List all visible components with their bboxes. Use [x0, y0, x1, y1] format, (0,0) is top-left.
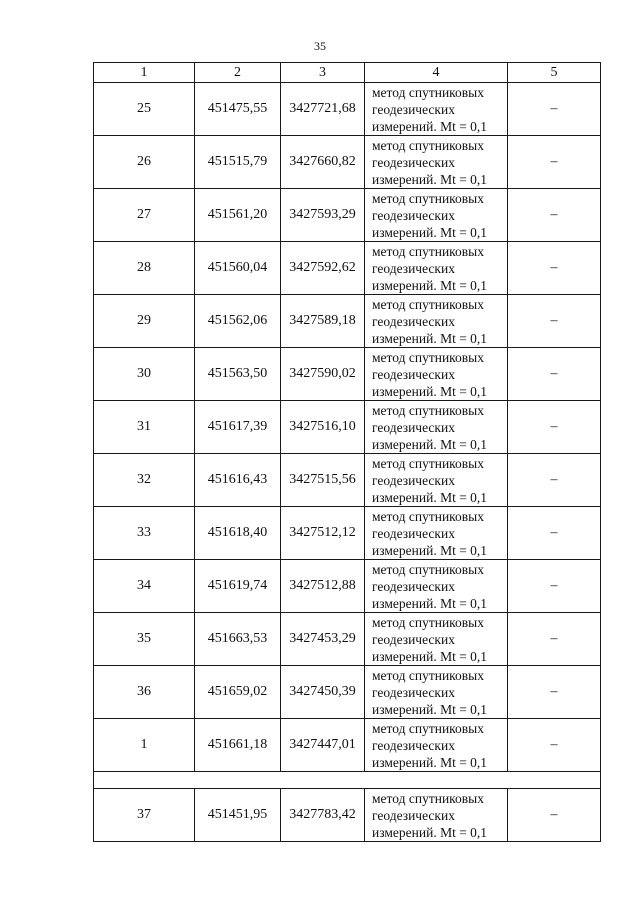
method-line: метод спутниковых: [372, 190, 484, 206]
note-cell: –: [508, 242, 601, 295]
table-row: [94, 719, 601, 772]
method-line: геодезических: [372, 101, 455, 117]
header-cell-2: 2: [195, 63, 281, 83]
method-line: измерений. Mt = 0,1: [372, 171, 488, 187]
y-coordinate-cell: 3427783,42: [281, 789, 365, 842]
x-coordinate-cell: 451515,79: [195, 136, 281, 189]
header-cell-4: 4: [365, 63, 508, 83]
y-coordinate-cell: 3427516,10: [281, 401, 365, 454]
method-line: измерений. Mt = 0,1: [372, 277, 488, 293]
method-line: геодезических: [372, 154, 455, 170]
method-line: геодезических: [372, 684, 455, 700]
point-cell: 37: [94, 789, 195, 842]
x-coordinate-cell: 451618,40: [195, 507, 281, 560]
x-coordinate-cell: 451560,04: [195, 242, 281, 295]
point-cell: 27: [94, 189, 195, 242]
table-header-row: [94, 63, 601, 83]
method-line: геодезических: [372, 419, 455, 435]
table-row: [94, 560, 601, 613]
method-line: метод спутниковых: [372, 84, 484, 100]
method-cell: [365, 560, 508, 613]
note-cell: –: [508, 666, 601, 719]
y-coordinate-cell: 3427512,88: [281, 560, 365, 613]
method-line: измерений. Mt = 0,1: [372, 824, 488, 840]
method-cell: [365, 83, 508, 136]
method-line: измерений. Mt = 0,1: [372, 754, 488, 770]
note-cell: –: [508, 295, 601, 348]
method-line: метод спутниковых: [372, 243, 484, 259]
method-cell: [365, 454, 508, 507]
method-cell: [365, 507, 508, 560]
y-coordinate-cell: 3427589,18: [281, 295, 365, 348]
method-line: метод спутниковых: [372, 402, 484, 418]
point-cell: 30: [94, 348, 195, 401]
note-cell: –: [508, 136, 601, 189]
x-coordinate-cell: 451616,43: [195, 454, 281, 507]
point-cell: 29: [94, 295, 195, 348]
y-coordinate-cell: 3427660,82: [281, 136, 365, 189]
point-cell: 31: [94, 401, 195, 454]
method-cell: [365, 189, 508, 242]
table-row: [94, 613, 601, 666]
note-cell: –: [508, 560, 601, 613]
method-cell: [365, 719, 508, 772]
x-coordinate-cell: 451617,39: [195, 401, 281, 454]
method-line: измерений. Mt = 0,1: [372, 648, 488, 664]
method-line: измерений. Mt = 0,1: [372, 542, 488, 558]
method-line: геодезических: [372, 631, 455, 647]
note-cell: –: [508, 401, 601, 454]
y-coordinate-cell: 3427453,29: [281, 613, 365, 666]
table-body: [94, 63, 601, 842]
x-coordinate-cell: 451619,74: [195, 560, 281, 613]
method-cell: [365, 401, 508, 454]
method-line: измерений. Mt = 0,1: [372, 330, 488, 346]
point-cell: 34: [94, 560, 195, 613]
point-cell: 1: [94, 719, 195, 772]
method-line: измерений. Mt = 0,1: [372, 383, 488, 399]
method-line: метод спутниковых: [372, 561, 484, 577]
header-cell-1: 1: [94, 63, 195, 83]
y-coordinate-cell: 3427447,01: [281, 719, 365, 772]
x-coordinate-cell: 451561,20: [195, 189, 281, 242]
note-cell: –: [508, 83, 601, 136]
x-coordinate-cell: 451663,53: [195, 613, 281, 666]
method-line: геодезических: [372, 472, 455, 488]
note-cell: –: [508, 613, 601, 666]
header-cell-3: 3: [281, 63, 365, 83]
method-cell: [365, 666, 508, 719]
table-row: [94, 454, 601, 507]
method-cell: [365, 295, 508, 348]
x-coordinate-cell: 451661,18: [195, 719, 281, 772]
note-cell: –: [508, 719, 601, 772]
y-coordinate-cell: 3427592,62: [281, 242, 365, 295]
note-cell: –: [508, 789, 601, 842]
table-row: [94, 242, 601, 295]
method-line: метод спутниковых: [372, 614, 484, 630]
x-coordinate-cell: 451475,55: [195, 83, 281, 136]
method-cell: [365, 242, 508, 295]
point-cell: 28: [94, 242, 195, 295]
coordinates-table: [93, 62, 601, 842]
point-cell: 35: [94, 613, 195, 666]
point-cell: 36: [94, 666, 195, 719]
method-line: измерений. Mt = 0,1: [372, 489, 488, 505]
method-line: измерений. Mt = 0,1: [372, 436, 488, 452]
spacer-cell: [94, 772, 601, 789]
method-cell: [365, 136, 508, 189]
method-line: метод спутниковых: [372, 720, 484, 736]
y-coordinate-cell: 3427515,56: [281, 454, 365, 507]
method-line: метод спутниковых: [372, 455, 484, 471]
method-cell: [365, 348, 508, 401]
note-cell: –: [508, 454, 601, 507]
point-cell: 32: [94, 454, 195, 507]
point-cell: 26: [94, 136, 195, 189]
method-line: метод спутниковых: [372, 667, 484, 683]
method-line: геодезических: [372, 260, 455, 276]
method-cell: [365, 789, 508, 842]
y-coordinate-cell: 3427593,29: [281, 189, 365, 242]
method-line: геодезических: [372, 737, 455, 753]
y-coordinate-cell: 3427450,39: [281, 666, 365, 719]
method-cell: [365, 613, 508, 666]
method-line: измерений. Mt = 0,1: [372, 701, 488, 717]
y-coordinate-cell: 3427590,02: [281, 348, 365, 401]
method-line: геодезических: [372, 525, 455, 541]
method-line: измерений. Mt = 0,1: [372, 224, 488, 240]
table-spacer-row: [94, 772, 601, 789]
note-cell: –: [508, 189, 601, 242]
method-line: метод спутниковых: [372, 508, 484, 524]
table-row: [94, 401, 601, 454]
x-coordinate-cell: 451563,50: [195, 348, 281, 401]
method-line: геодезических: [372, 807, 455, 823]
header-cell-5: 5: [508, 63, 601, 83]
table-row: [94, 189, 601, 242]
table-row: [94, 136, 601, 189]
x-coordinate-cell: 451659,02: [195, 666, 281, 719]
method-line: геодезических: [372, 313, 455, 329]
page-number: 35: [314, 39, 326, 53]
method-line: измерений. Mt = 0,1: [372, 118, 488, 134]
table-row: [94, 295, 601, 348]
x-coordinate-cell: 451451,95: [195, 789, 281, 842]
table-row: [94, 348, 601, 401]
point-cell: 25: [94, 83, 195, 136]
y-coordinate-cell: 3427512,12: [281, 507, 365, 560]
method-line: метод спутниковых: [372, 296, 484, 312]
method-line: измерений. Mt = 0,1: [372, 595, 488, 611]
method-line: геодезических: [372, 578, 455, 594]
table-row: [94, 789, 601, 842]
method-line: геодезических: [372, 207, 455, 223]
note-cell: –: [508, 348, 601, 401]
method-line: метод спутниковых: [372, 137, 484, 153]
table-row: [94, 666, 601, 719]
point-cell: 33: [94, 507, 195, 560]
method-line: метод спутниковых: [372, 349, 484, 365]
note-cell: –: [508, 507, 601, 560]
x-coordinate-cell: 451562,06: [195, 295, 281, 348]
y-coordinate-cell: 3427721,68: [281, 83, 365, 136]
table-row: [94, 83, 601, 136]
method-line: метод спутниковых: [372, 790, 484, 806]
method-line: геодезических: [372, 366, 455, 382]
table-row: [94, 507, 601, 560]
